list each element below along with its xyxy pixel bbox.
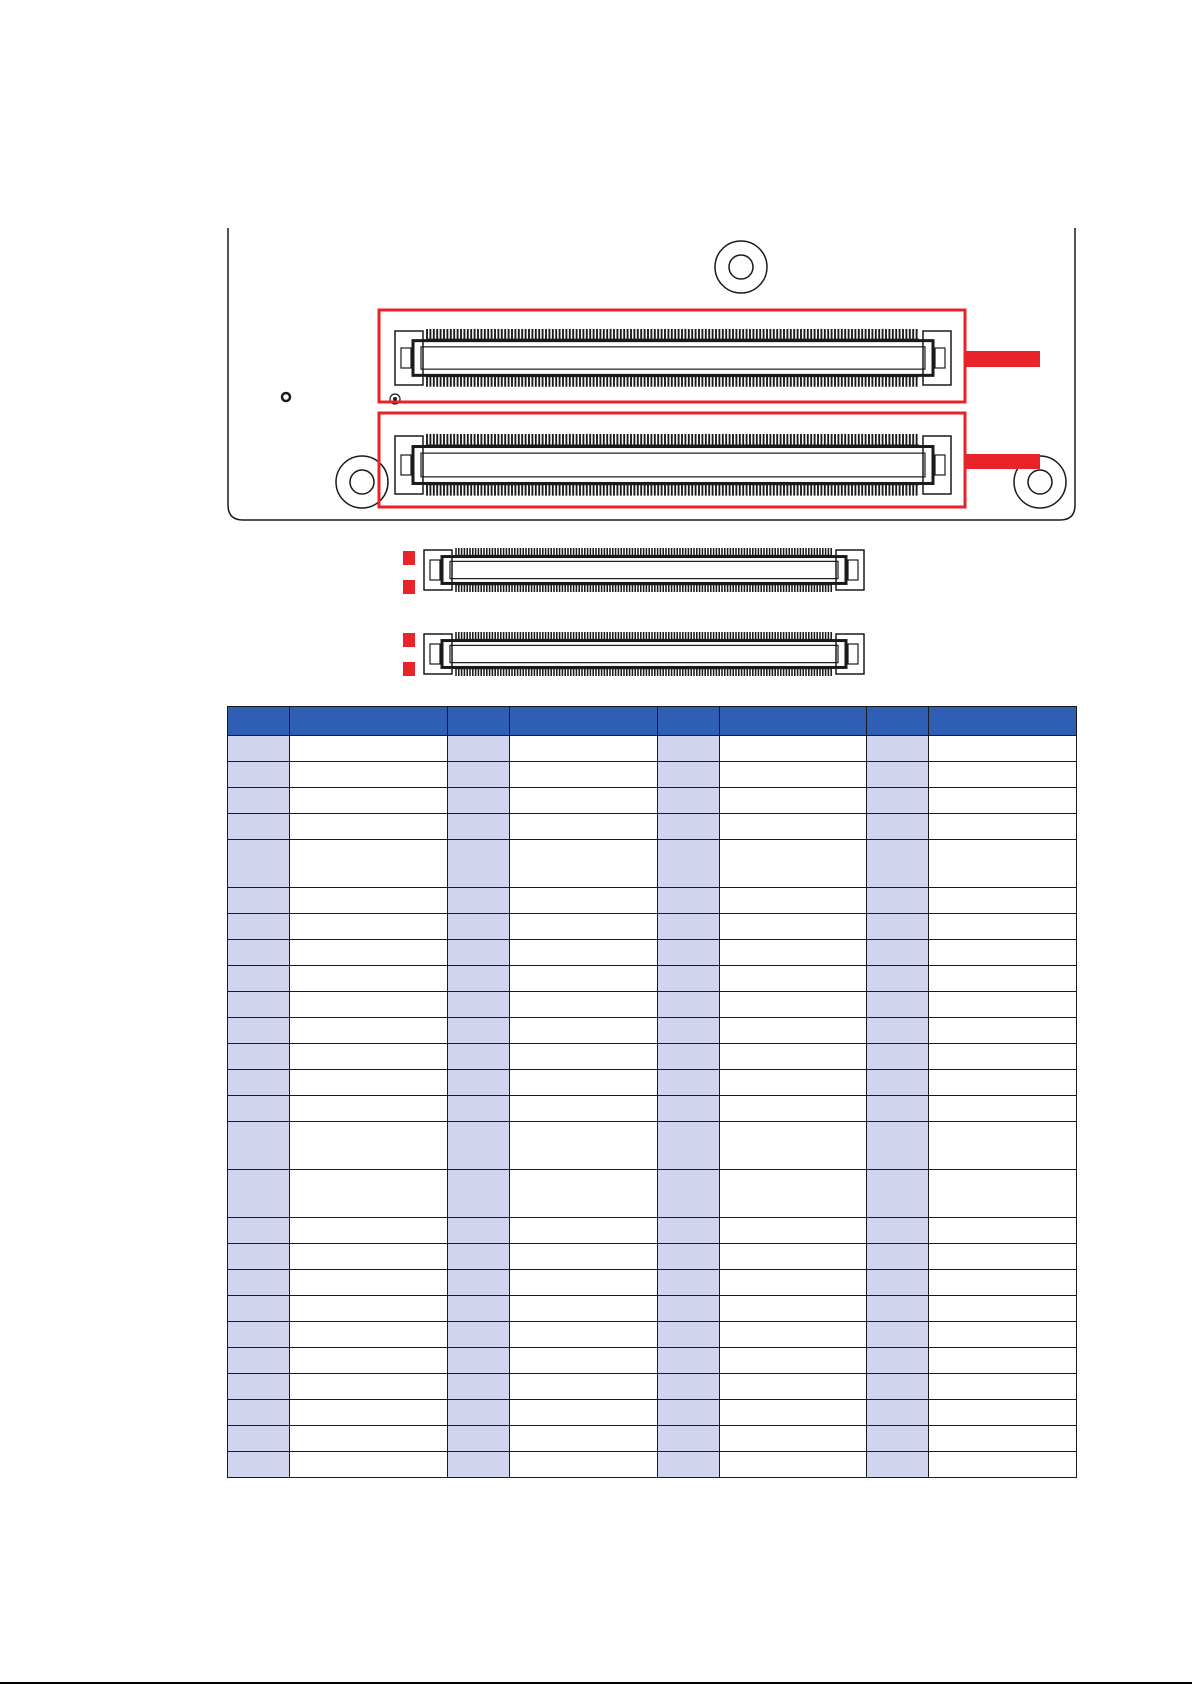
pin-number-cell bbox=[658, 1452, 720, 1478]
signal-name-cell bbox=[929, 840, 1077, 888]
pin-number-cell bbox=[658, 762, 720, 788]
pin-number-cell bbox=[867, 1218, 929, 1244]
pin-number-cell bbox=[228, 1348, 290, 1374]
pin-number-cell bbox=[867, 1018, 929, 1044]
signal-name-cell bbox=[720, 1322, 867, 1348]
pin-number-cell bbox=[448, 1122, 510, 1170]
signal-name-cell bbox=[929, 1096, 1077, 1122]
connector-pin-row-bottom bbox=[456, 584, 831, 592]
pin-number-cell bbox=[867, 1426, 929, 1452]
pin-number-cell bbox=[658, 1044, 720, 1070]
connector-side-view-1 bbox=[424, 548, 864, 592]
pin-number-cell bbox=[658, 736, 720, 762]
signal-name-cell bbox=[720, 1426, 867, 1452]
signal-name-cell bbox=[720, 1270, 867, 1296]
signal-name-cell bbox=[929, 1400, 1077, 1426]
pin-number-cell bbox=[228, 940, 290, 966]
pin-number-cell bbox=[867, 1452, 929, 1478]
signal-name-cell bbox=[510, 1044, 658, 1070]
signal-name-cell bbox=[290, 1452, 448, 1478]
pin-number-cell bbox=[658, 814, 720, 840]
pin-number-cell bbox=[228, 1452, 290, 1478]
signal-name-cell bbox=[929, 1296, 1077, 1322]
signal-name-cell bbox=[720, 840, 867, 888]
pin-number-cell bbox=[228, 1374, 290, 1400]
pin-number-cell bbox=[228, 1096, 290, 1122]
pin-number-cell bbox=[448, 914, 510, 940]
table-row bbox=[228, 1044, 1077, 1070]
pin-number-cell bbox=[867, 1122, 929, 1170]
pin-number-cell bbox=[658, 840, 720, 888]
table-row bbox=[228, 1096, 1077, 1122]
pin-number-cell bbox=[658, 788, 720, 814]
connector-latch bbox=[935, 348, 945, 368]
pin-number-cell bbox=[228, 1018, 290, 1044]
signal-name-cell bbox=[720, 1374, 867, 1400]
signal-name-cell bbox=[510, 1122, 658, 1170]
signal-name-cell bbox=[720, 814, 867, 840]
connector-end-bracket bbox=[395, 331, 423, 385]
signal-name-cell bbox=[510, 814, 658, 840]
signal-name-cell bbox=[929, 736, 1077, 762]
pin-number-cell bbox=[448, 1322, 510, 1348]
signal-name-cell bbox=[290, 1348, 448, 1374]
signal-name-cell bbox=[290, 1400, 448, 1426]
pin-number-cell bbox=[448, 1426, 510, 1452]
signal-name-cell bbox=[720, 736, 867, 762]
signal-name-cell bbox=[290, 1096, 448, 1122]
pin-number-cell bbox=[867, 888, 929, 914]
header-signal-1 bbox=[290, 707, 448, 736]
pin-number-cell bbox=[228, 1044, 290, 1070]
connector-latch bbox=[401, 455, 411, 475]
pin-number-cell bbox=[867, 1170, 929, 1218]
table-row bbox=[228, 1348, 1077, 1374]
connector-latch bbox=[401, 348, 411, 368]
pin-number-cell bbox=[228, 992, 290, 1018]
table-row bbox=[228, 1322, 1077, 1348]
pin-number-cell bbox=[448, 1044, 510, 1070]
pin-number-cell bbox=[448, 1096, 510, 1122]
pin-number-cell bbox=[448, 814, 510, 840]
signal-name-cell bbox=[290, 1018, 448, 1044]
signal-name-cell bbox=[929, 888, 1077, 914]
signal-name-cell bbox=[510, 914, 658, 940]
pin-number-cell bbox=[658, 966, 720, 992]
signal-name-cell bbox=[720, 966, 867, 992]
signal-name-cell bbox=[720, 1070, 867, 1096]
connector-housing bbox=[413, 447, 933, 484]
pin-number-cell bbox=[448, 966, 510, 992]
pin-number-cell bbox=[658, 1244, 720, 1270]
signal-name-cell bbox=[720, 1400, 867, 1426]
connector-pin-row-top bbox=[456, 548, 831, 556]
signal-name-cell bbox=[929, 1070, 1077, 1096]
signal-name-cell bbox=[510, 736, 658, 762]
table-row bbox=[228, 1400, 1077, 1426]
mounting-hole-icon bbox=[715, 241, 767, 293]
pin-number-cell bbox=[448, 1296, 510, 1322]
pin-number-cell bbox=[448, 888, 510, 914]
signal-name-cell bbox=[290, 1218, 448, 1244]
signal-name-cell bbox=[510, 1400, 658, 1426]
signal-name-cell bbox=[720, 1218, 867, 1244]
table-row bbox=[228, 840, 1077, 888]
table-row bbox=[228, 1218, 1077, 1244]
connector-1-callout-box bbox=[379, 310, 965, 402]
signal-name-cell bbox=[290, 840, 448, 888]
pin-number-cell bbox=[867, 1096, 929, 1122]
pin-number-cell bbox=[448, 1018, 510, 1044]
pin-number-cell bbox=[448, 1244, 510, 1270]
table-row bbox=[228, 914, 1077, 940]
signal-name-cell bbox=[290, 940, 448, 966]
table-row bbox=[228, 940, 1077, 966]
table-row bbox=[228, 1018, 1077, 1044]
table-row bbox=[228, 1270, 1077, 1296]
pin-number-cell bbox=[228, 1218, 290, 1244]
signal-name-cell bbox=[929, 1348, 1077, 1374]
pin-number-cell bbox=[448, 1218, 510, 1244]
table-row bbox=[228, 1426, 1077, 1452]
pin-number-cell bbox=[658, 1400, 720, 1426]
table-row bbox=[228, 1296, 1077, 1322]
signal-name-cell bbox=[929, 1374, 1077, 1400]
pin-number-cell bbox=[658, 1374, 720, 1400]
connector-end-bracket bbox=[923, 436, 951, 494]
signal-name-cell bbox=[720, 1044, 867, 1070]
signal-name-cell bbox=[720, 1244, 867, 1270]
pin-number-cell bbox=[658, 888, 720, 914]
signal-name-cell bbox=[290, 888, 448, 914]
signal-name-cell bbox=[720, 992, 867, 1018]
signal-name-cell bbox=[929, 1170, 1077, 1218]
signal-name-cell bbox=[510, 1348, 658, 1374]
pin-number-cell bbox=[448, 1270, 510, 1296]
connector-end-bracket bbox=[923, 331, 951, 385]
red-callout-marker bbox=[403, 580, 415, 594]
signal-name-cell bbox=[510, 762, 658, 788]
pin-number-cell bbox=[228, 814, 290, 840]
table-row bbox=[228, 814, 1077, 840]
connector-housing bbox=[413, 341, 933, 376]
pin-number-cell bbox=[448, 1452, 510, 1478]
signal-name-cell bbox=[290, 914, 448, 940]
signal-name-cell bbox=[290, 1322, 448, 1348]
connector-latch bbox=[430, 644, 440, 664]
pin-number-cell bbox=[867, 1270, 929, 1296]
pin-number-cell bbox=[867, 1296, 929, 1322]
table-row bbox=[228, 1122, 1077, 1170]
connector-latch bbox=[848, 560, 858, 580]
connector-slot bbox=[450, 645, 838, 662]
signal-name-cell bbox=[290, 1070, 448, 1096]
pin-number-cell bbox=[228, 1070, 290, 1096]
signal-name-cell bbox=[929, 788, 1077, 814]
pin-number-cell bbox=[867, 1400, 929, 1426]
signal-name-cell bbox=[290, 966, 448, 992]
signal-name-cell bbox=[510, 966, 658, 992]
connector-1-callout-leader bbox=[965, 351, 1040, 367]
connector-housing bbox=[442, 641, 846, 668]
table-row bbox=[228, 888, 1077, 914]
connector-1-drawing bbox=[395, 329, 951, 387]
red-callout-marker bbox=[403, 633, 415, 647]
pin-number-cell bbox=[658, 992, 720, 1018]
pin-number-cell bbox=[867, 1374, 929, 1400]
signal-name-cell bbox=[929, 966, 1077, 992]
connector-latch bbox=[848, 644, 858, 664]
signal-name-cell bbox=[929, 1322, 1077, 1348]
signal-name-cell bbox=[510, 840, 658, 888]
signal-name-cell bbox=[720, 1296, 867, 1322]
pin-number-cell bbox=[448, 736, 510, 762]
header-signal-4 bbox=[929, 707, 1077, 736]
signal-name-cell bbox=[510, 1296, 658, 1322]
signal-name-cell bbox=[290, 1122, 448, 1170]
connector-slot bbox=[450, 561, 838, 578]
pin-number-cell bbox=[867, 736, 929, 762]
signal-name-cell bbox=[290, 1244, 448, 1270]
pin-number-cell bbox=[867, 1322, 929, 1348]
table-row bbox=[228, 1244, 1077, 1270]
pin-number-cell bbox=[867, 1070, 929, 1096]
board-connector-icon bbox=[395, 434, 951, 496]
connector-latch bbox=[935, 455, 945, 475]
pin-number-cell bbox=[228, 1296, 290, 1322]
signal-name-cell bbox=[929, 914, 1077, 940]
connector-pin-row-top bbox=[427, 329, 917, 339]
signal-name-cell bbox=[929, 940, 1077, 966]
connector-pin-row-top bbox=[456, 632, 831, 640]
table-row bbox=[228, 1070, 1077, 1096]
pin-number-cell bbox=[867, 966, 929, 992]
signal-name-cell bbox=[510, 992, 658, 1018]
signal-name-cell bbox=[929, 1270, 1077, 1296]
signal-name-cell bbox=[510, 1170, 658, 1218]
signal-name-cell bbox=[290, 1044, 448, 1070]
signal-name-cell bbox=[720, 788, 867, 814]
pin-number-cell bbox=[658, 1218, 720, 1244]
pin-number-cell bbox=[448, 840, 510, 888]
pin-number-cell bbox=[228, 888, 290, 914]
connector-pin-row-bottom bbox=[456, 668, 831, 676]
pin-number-cell bbox=[448, 788, 510, 814]
pin-number-cell bbox=[658, 1296, 720, 1322]
signal-name-cell bbox=[510, 1218, 658, 1244]
pin-number-cell bbox=[658, 1348, 720, 1374]
board-outline-drawing bbox=[0, 0, 1192, 720]
signal-name-cell bbox=[510, 1270, 658, 1296]
signal-name-cell bbox=[929, 1218, 1077, 1244]
signal-name-cell bbox=[290, 1270, 448, 1296]
pin-number-cell bbox=[867, 1044, 929, 1070]
board-connector-icon bbox=[424, 548, 864, 592]
signal-name-cell bbox=[929, 1044, 1077, 1070]
pin-number-cell bbox=[228, 736, 290, 762]
pin-number-cell bbox=[867, 914, 929, 940]
pin-number-cell bbox=[867, 1244, 929, 1270]
pin-number-cell bbox=[867, 814, 929, 840]
pin-number-cell bbox=[228, 914, 290, 940]
signal-name-cell bbox=[510, 1018, 658, 1044]
table-row bbox=[228, 966, 1077, 992]
signal-name-cell bbox=[510, 1244, 658, 1270]
pin-number-cell bbox=[867, 788, 929, 814]
signal-name-cell bbox=[290, 1426, 448, 1452]
signal-name-cell bbox=[510, 940, 658, 966]
signal-name-cell bbox=[290, 1296, 448, 1322]
pin-number-cell bbox=[228, 762, 290, 788]
connector-slot bbox=[421, 347, 925, 369]
table-row bbox=[228, 762, 1077, 788]
connector-housing bbox=[442, 557, 846, 584]
header-pin-3 bbox=[658, 707, 720, 736]
connector-latch bbox=[430, 560, 440, 580]
pin-number-cell bbox=[448, 1070, 510, 1096]
pin-number-cell bbox=[228, 1270, 290, 1296]
pin-number-cell bbox=[867, 1348, 929, 1374]
signal-name-cell bbox=[929, 1452, 1077, 1478]
pin-number-cell bbox=[658, 1270, 720, 1296]
pin-number-cell bbox=[867, 762, 929, 788]
pin-number-cell bbox=[448, 1400, 510, 1426]
pin-number-cell bbox=[448, 1348, 510, 1374]
pin-number-cell bbox=[228, 1122, 290, 1170]
connector-pin-row-top bbox=[427, 434, 917, 445]
pin-number-cell bbox=[658, 1170, 720, 1218]
signal-name-cell bbox=[510, 1452, 658, 1478]
pin-table-body bbox=[228, 736, 1077, 1478]
signal-name-cell bbox=[720, 1348, 867, 1374]
table-row bbox=[228, 1452, 1077, 1478]
pin-number-cell bbox=[228, 1426, 290, 1452]
pin-number-cell bbox=[658, 1122, 720, 1170]
board-connector-icon bbox=[395, 329, 951, 387]
pin-number-cell bbox=[867, 840, 929, 888]
connector-end-bracket bbox=[395, 436, 423, 494]
table-row bbox=[228, 1374, 1077, 1400]
signal-name-cell bbox=[510, 1096, 658, 1122]
pin-number-cell bbox=[658, 1070, 720, 1096]
signal-name-cell bbox=[720, 1170, 867, 1218]
signal-name-cell bbox=[929, 992, 1077, 1018]
pin-number-cell bbox=[448, 992, 510, 1018]
signal-name-cell bbox=[929, 1018, 1077, 1044]
signal-name-cell bbox=[290, 788, 448, 814]
connector-pin-row-bottom bbox=[427, 376, 917, 386]
signal-name-cell bbox=[929, 1122, 1077, 1170]
connector-side-view-2 bbox=[424, 632, 864, 676]
pin-number-cell bbox=[448, 762, 510, 788]
signal-name-cell bbox=[290, 992, 448, 1018]
header-pin-4 bbox=[867, 707, 929, 736]
pin-number-cell bbox=[448, 940, 510, 966]
pin-number-cell bbox=[228, 1322, 290, 1348]
red-callout-marker bbox=[403, 551, 415, 565]
signal-name-cell bbox=[290, 1170, 448, 1218]
table-row bbox=[228, 736, 1077, 762]
signal-name-cell bbox=[929, 1426, 1077, 1452]
pin-number-cell bbox=[658, 914, 720, 940]
red-callout-marker bbox=[403, 662, 415, 676]
header-signal-3 bbox=[720, 707, 867, 736]
pin-number-cell bbox=[658, 1018, 720, 1044]
signal-name-cell bbox=[720, 1096, 867, 1122]
table-header-row bbox=[228, 707, 1077, 736]
signal-name-cell bbox=[290, 814, 448, 840]
connector-pin-row-bottom bbox=[427, 484, 917, 495]
pin-number-cell bbox=[228, 1244, 290, 1270]
pin-number-cell bbox=[448, 1374, 510, 1400]
connector-2-drawing bbox=[395, 434, 951, 496]
page-bottom-rule bbox=[0, 1682, 1192, 1684]
pin-number-cell bbox=[658, 1426, 720, 1452]
signal-name-cell bbox=[290, 1374, 448, 1400]
signal-name-cell bbox=[720, 888, 867, 914]
signal-name-cell bbox=[290, 762, 448, 788]
pin-number-cell bbox=[228, 1400, 290, 1426]
signal-name-cell bbox=[510, 888, 658, 914]
signal-name-cell bbox=[510, 1426, 658, 1452]
signal-name-cell bbox=[510, 1374, 658, 1400]
pin-number-cell bbox=[658, 1322, 720, 1348]
signal-name-cell bbox=[510, 1322, 658, 1348]
signal-name-cell bbox=[720, 1018, 867, 1044]
pin-number-cell bbox=[658, 1096, 720, 1122]
signal-name-cell bbox=[720, 762, 867, 788]
signal-name-cell bbox=[929, 762, 1077, 788]
connector-2-callout-leader bbox=[965, 454, 1040, 469]
table-row bbox=[228, 1170, 1077, 1218]
signal-name-cell bbox=[720, 914, 867, 940]
pin-number-cell bbox=[228, 966, 290, 992]
connector-slot bbox=[421, 453, 925, 477]
fiducial-icon bbox=[282, 393, 290, 401]
signal-name-cell bbox=[720, 940, 867, 966]
signal-name-cell bbox=[720, 1122, 867, 1170]
signal-name-cell bbox=[720, 1452, 867, 1478]
pin-assignment-table bbox=[227, 706, 1077, 1478]
pin-number-cell bbox=[867, 992, 929, 1018]
table-row bbox=[228, 788, 1077, 814]
board-connector-icon bbox=[424, 632, 864, 676]
signal-name-cell bbox=[290, 736, 448, 762]
pin-number-cell bbox=[867, 940, 929, 966]
pin-number-cell bbox=[448, 1170, 510, 1218]
table-row bbox=[228, 992, 1077, 1018]
signal-name-cell bbox=[510, 788, 658, 814]
pin-number-cell bbox=[228, 788, 290, 814]
signal-name-cell bbox=[510, 1070, 658, 1096]
header-pin-2 bbox=[448, 707, 510, 736]
pin-number-cell bbox=[228, 840, 290, 888]
header-signal-2 bbox=[510, 707, 658, 736]
pin-number-cell bbox=[228, 1170, 290, 1218]
signal-name-cell bbox=[929, 1244, 1077, 1270]
signal-name-cell bbox=[929, 814, 1077, 840]
pin-number-cell bbox=[658, 940, 720, 966]
header-pin-1 bbox=[228, 707, 290, 736]
